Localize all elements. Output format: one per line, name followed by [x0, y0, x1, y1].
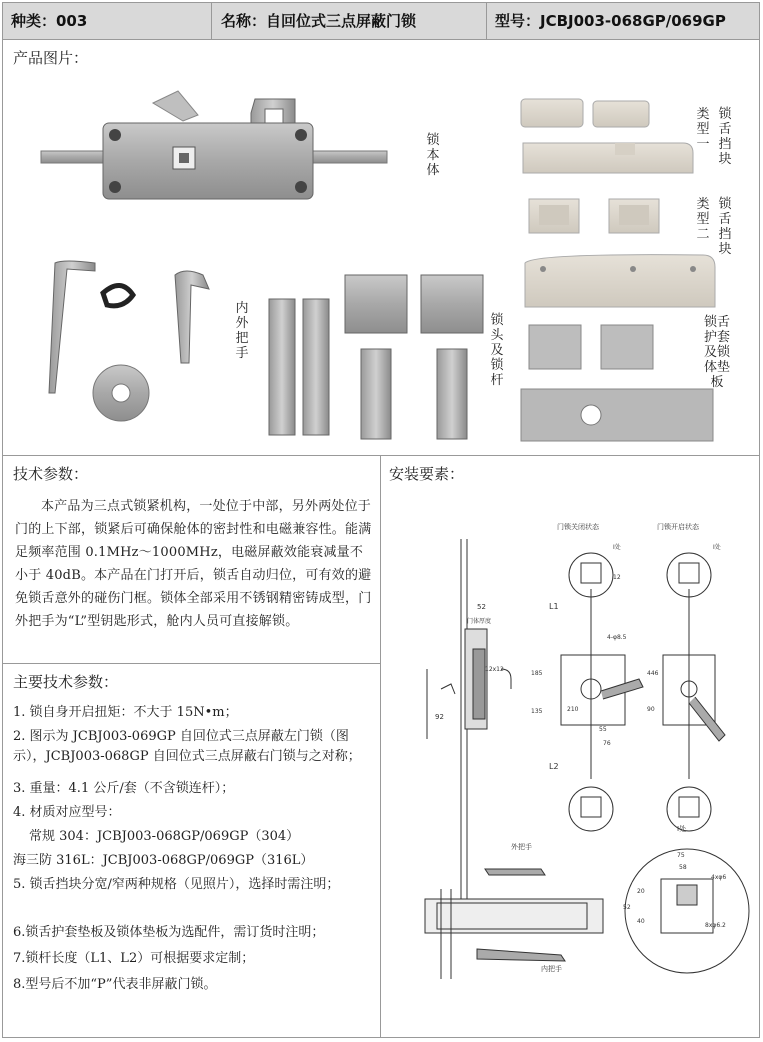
header-bar [3, 3, 759, 40]
dim-8x6: 8xφ6.2 [705, 922, 726, 929]
model-number: 型号：JCBJ003-068GP/069GP [495, 12, 726, 30]
dim-L2: L2 [549, 762, 559, 771]
header-divider [211, 3, 212, 39]
param-item: 8.型号后不加“P”代表非屏蔽门锁。 [13, 977, 217, 992]
dim-92: 92 [435, 713, 444, 721]
installation-drawing [381, 479, 757, 1039]
param-item: 2. 图示为 JCBJ003-069GP 自回位式三点屏蔽左门锁（图 示），JCBJ003-068GP 自回位式三点屏蔽右门锁与之对称； [13, 729, 361, 764]
dim-90: 90 [647, 706, 655, 713]
outer-handle-label: 外把手 [511, 843, 532, 851]
closed-state-view [531, 522, 643, 831]
dim-75: 75 [677, 852, 685, 859]
door-thickness-label: 门体厚度 [467, 618, 492, 625]
param-item: 1. 锁自身开启扭矩：不大于 15N•m； [13, 705, 238, 720]
dim-L1: L1 [549, 602, 559, 611]
dim-76: 76 [603, 740, 611, 747]
param-item: 6.锁舌护套垫板及锁体垫板为选配件，需订货时注明； [13, 925, 325, 940]
detail-view [623, 824, 749, 973]
dim-20: 20 [637, 888, 645, 895]
param-item: 海三防 316L：JCBJ003-068GP/069GP（316L） [13, 853, 314, 868]
handle-label: 内外把手 [235, 301, 249, 361]
type1-label: 类型一 [696, 107, 710, 152]
dim-58: 58 [679, 864, 687, 871]
type2-label: 类型二 [696, 197, 710, 242]
dim-52: 52 [477, 603, 486, 611]
main-params-title: 主要技术参数： [13, 673, 119, 691]
param-item: 7.锁杆长度（L1、L2）可根据要求定制； [13, 951, 255, 966]
lock-body-photo [41, 91, 387, 199]
tech-description: 本产品为三点式锁紧机构，一处位于中部，另外两处位于门的上下部，锁紧后可确保舱体的密封性和电磁兼容性。能满足频率范围 0.1MHz～1000MHz，电磁屏蔽效能衰减量不小于 40dB。本产品在门打开后，锁舌自动归位，可有效的避免锁舌意外的碰伤门框。锁体全部采用不锈钢精密铸成型，门外把手为“L”型钥匙形式，舱内人员可直接解锁。 [15, 499, 372, 629]
open-state-label: 门锁开启状态 [657, 523, 699, 531]
dim-446: 446 [647, 670, 659, 677]
dim-135: 135 [531, 708, 543, 715]
inner-handle-label: 内把手 [541, 965, 562, 973]
door-section-view [427, 539, 511, 919]
tech-title: 技术参数： [13, 465, 89, 483]
dim-4x6: 4xφ6 [711, 874, 727, 881]
plate-photo [521, 325, 713, 441]
detail-marker-2: I处 [713, 544, 721, 551]
param-item: 常规 304：JCBJ003-068GP/069GP（304） [29, 829, 300, 844]
dim-55: 55 [599, 726, 607, 733]
install-title: 安装要素： [389, 465, 465, 483]
dim-40: 40 [637, 918, 645, 925]
plate-label: 锁舌护套及锁体垫板 [703, 315, 730, 390]
detail-marker-1: I处 [613, 544, 621, 551]
tongue-block-label-2: 锁舌挡块 [718, 197, 732, 257]
dim-12x12: 12x12 [485, 666, 504, 673]
dim-52b: 52 [623, 904, 631, 911]
tongue-block-label-1: 锁舌挡块 [718, 107, 732, 167]
handle-photo [49, 261, 209, 421]
tongue-block-type2-photo [525, 199, 715, 307]
lock-head-label: 锁头及锁杆 [490, 313, 504, 388]
photos-title: 产品图片： [13, 49, 89, 67]
spec-sheet [2, 2, 760, 1038]
lock-body-label: 锁本体 [426, 133, 440, 178]
param-item: 3. 重量：4.1 公斤/套（不含锁连杆）； [13, 781, 235, 796]
closed-state-label: 门锁关闭状态 [557, 523, 599, 531]
param-item: 5. 锁舌挡块分宽/窄两种规格（见照片），选择时需注明； [13, 877, 340, 892]
handle-section-view [425, 842, 603, 979]
tech-divider [3, 663, 380, 664]
lock-rod-photo [269, 275, 483, 439]
dim-185: 185 [531, 670, 543, 677]
open-state-view [647, 522, 725, 831]
param-item: 4. 材质对应型号： [13, 805, 121, 820]
product-photos [3, 63, 759, 463]
dim-4-hole: 4-φ8.5 [607, 634, 627, 641]
detail-title: I处 [677, 825, 687, 833]
product-name: 名称：自回位式三点屏蔽门锁 [221, 12, 417, 30]
tongue-block-type1-photo [521, 99, 693, 173]
dim-12: 12 [613, 574, 621, 581]
header-divider [486, 3, 487, 39]
dim-210: 210 [567, 706, 579, 713]
section-divider [3, 455, 759, 456]
category-label: 种类：003 [11, 12, 88, 30]
